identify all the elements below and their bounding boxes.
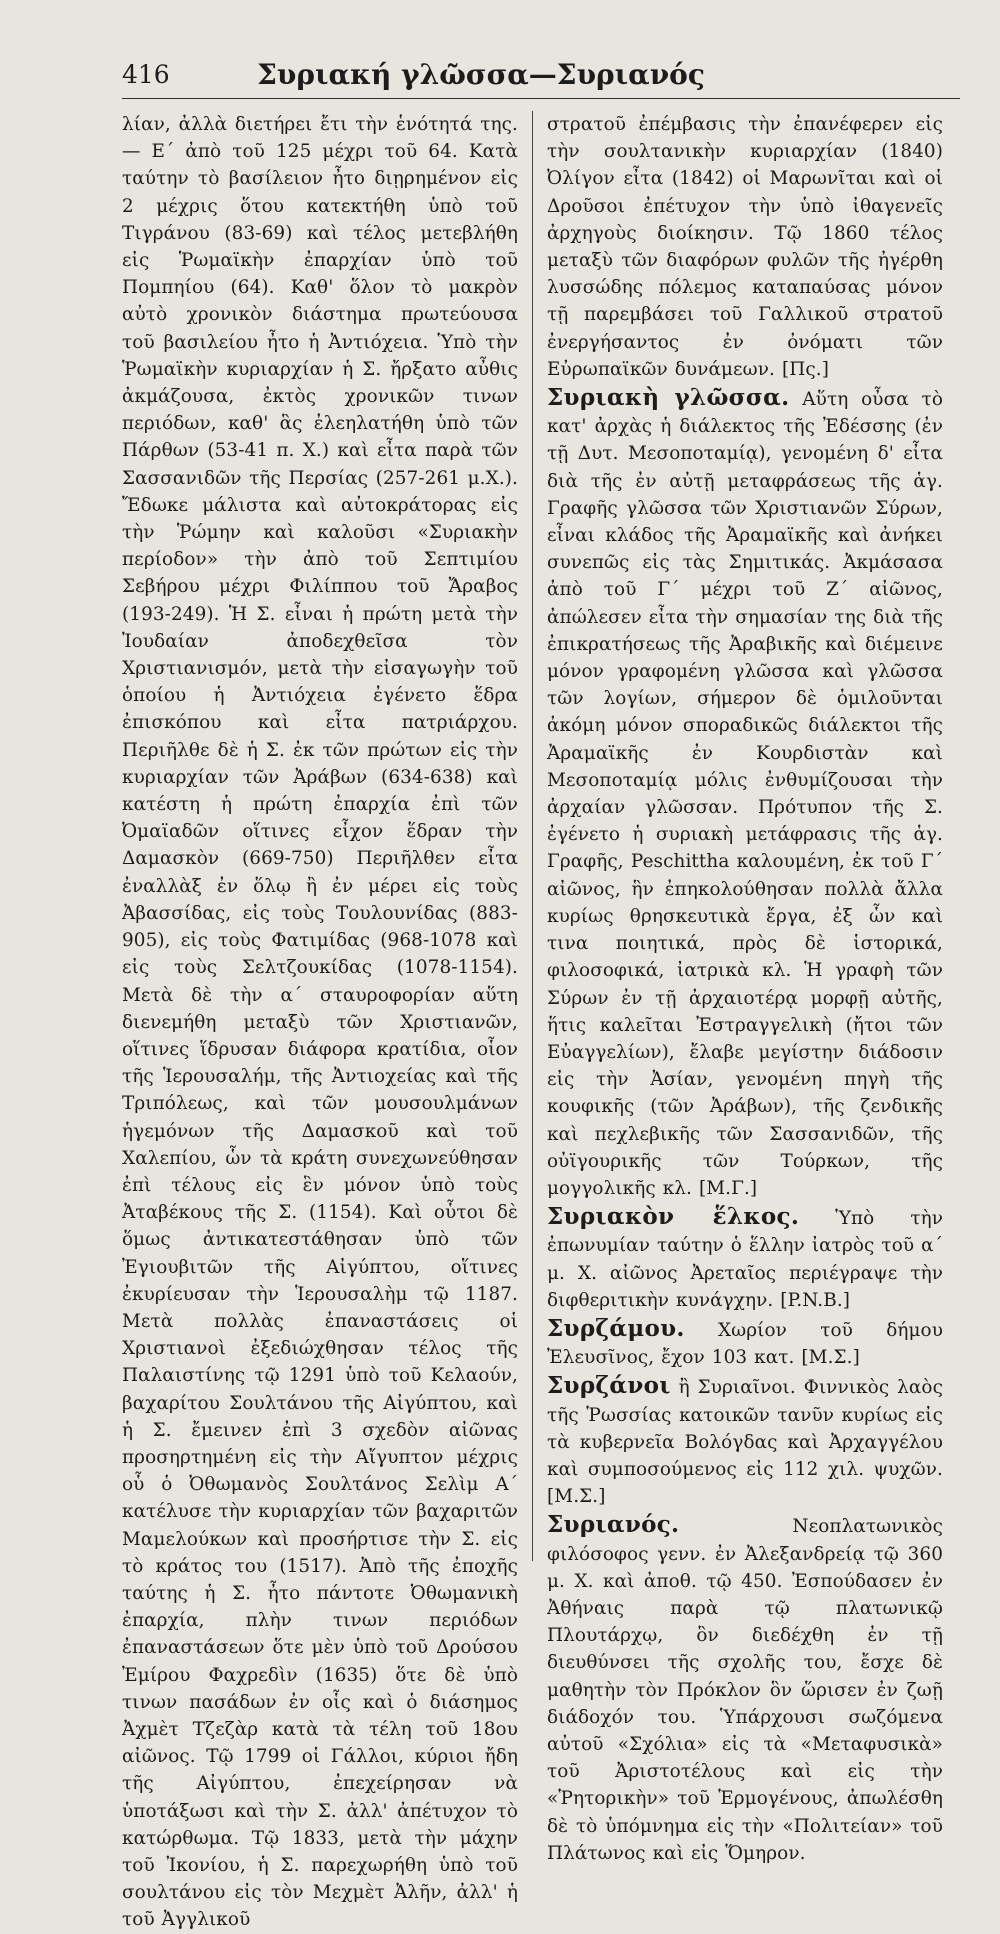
headword: Συριανός. [547, 1511, 680, 1539]
headword: Συριακὸν ἕλκος. [547, 1203, 800, 1231]
entry-syrzamou [547, 1315, 943, 1371]
running-head: Συριακή γλῶσσα—Συριανός [257, 58, 705, 91]
entry-syriakon-elkos [547, 1203, 943, 1314]
entry-text: Χωρίον τοῦ δήμου Ἐλευσῖνος, ἔχον 103 κατ. [Μ.Σ.] [547, 1319, 943, 1369]
headword: Συρζάνοι [547, 1372, 671, 1400]
entry-text: Ὑπὸ τὴν ἐπωνυμίαν ταύτην ὁ ἕλλην ἰατρὸς τοῦ α΄ μ. Χ. αἰῶνος Ἀρεταῖος περιέγραψε τὴν διφθεριτικὴν κυνάγχην. [P.N.B.] [547, 1208, 943, 1311]
entry-syrzanoi [547, 1372, 943, 1510]
left-column [122, 111, 532, 1931]
page-number: 416 [122, 60, 170, 89]
entry-text: Νεοπλατωνικὸς φιλόσοφος γενν. ἐν Ἀλεξανδρείᾳ τῷ 360 μ. Χ. καὶ ἀποθ. τῷ 450. Ἐσπούδασεν ἐν Ἀθήναις παρὰ τῷ πλατωνικῷ Πλουτάρχῳ, ὃν διεδέχθη ἐν τῇ διευθύνσει τῆς σχολῆς του, ἔσχε δὲ μαθητὴν τὸν Πρόκλον ὃν ὥρισεν ἐν ζωῇ διάδοχόν του. Ὑπάρχουσι σωζόμενα αὐτοῦ «Σχόλια» εἰς τὰ «Μεταφυσικὰ» τοῦ Ἀριστοτέλους καὶ εἰς τὴν «Ῥητορικὴν» τοῦ Ἑρμογένους, ἀπωλέσθη δὲ τὸ ὑπόμνημα εἰς τὴν «Πολιτείαν» τοῦ Πλάτωνος καὶ εἰς Ὅμηρον. [547, 1516, 943, 1864]
entry-syrianos [547, 1511, 943, 1867]
right-column [532, 111, 943, 1864]
headword: Συρζάμου. [547, 1314, 685, 1342]
page-header [122, 58, 960, 99]
entry-text: Αὕτη οὖσα τὸ κατ' ἀρχὰς ἡ διάλεκτος τῆς Ἐδέσσης (ἐν τῇ Δυτ. Μεσοποταμίᾳ), γενομένη δ' εἶτα διὰ τῆς ἐν αὐτῇ μεταφράσεως τῆς ἁγ. Γραφῆς γλῶσσα τῶν Χριστιανῶν Σύρων, εἶναι κλάδος τῆς Ἀραμαϊκῆς καὶ ἀνήκει συνεπῶς εἰς τὰς Σημιτικάς. Ἀκμάσασα ἀπὸ τοῦ Γ΄ μέχρι τοῦ Ζ΄ αἰῶνος, ἀπώλεσεν εἶτα τὴν σημασίαν της διὰ τῆς ἐπικρατήσεως τῆς Ἀραβικῆς καὶ διέμεινε μόνον γραφομένη γλῶσσα καὶ γλῶσσα τῶν λογίων, σήμερον δὲ ὁμιλοῦνται ἀκόμη μόνον σποραδικῶς διάλεκτοι τῆς Ἀραμαϊκῆς ἐν Κουρδιστὰν καὶ Μεσοποταμίᾳ μόλις ἐνθυμίζουσαι τὴν ἀρχαίαν γλῶσσαν. Πρότυπον τῆς Σ. ἐγένετο ἡ συριακὴ μετάφρασις τῆς ἁγ. Γραφῆς, Peschittha καλουμένη, ἐκ τοῦ Γ΄ αἰῶνος, ἣν ἐπηκολούθησαν πολλὰ ἄλλα κυρίως θρησκευτικὰ ἔργα, ἐξ ὧν καὶ τινα ποιητικά, πρὸς δὲ ἱστορικά, φιλοσοφικά, ἰατρικὰ κλ. Ἡ γραφὴ τῶν Σύρων ἐν τῇ ἀρχαιοτέρᾳ μορφῇ αὐτῆς, ἥτις καλεῖται Ἐστραγγελικὴ (ἤτοι τῶν Εὐαγγελίων), ἔλαβε μεγίστην διάδοσιν εἰς τὴν Ἀσίαν, γενομένη πηγὴ τῆς κουφικῆς (τῶν Ἀράβων), τῆς ζενδικῆς καὶ πεχλεβικῆς τῶν Σασσανιδῶν, τῆς οὐϊγουρικῆς τῶν Τούρκων, τῆς μογγολικῆς κλ. [Μ.Γ.] [547, 389, 943, 1199]
text-columns [122, 111, 960, 1931]
left-column-text: λίαν, ἀλλὰ διετήρει ἔτι τὴν ἑνότητά της. — Ε΄ ἀπὸ τοῦ 125 μέχρι τοῦ 64. Κατὰ ταύτην τὸ βασίλειον ἦτο διῃρημένον εἰς 2 μέχρις ὅτου κατεκτήθη ὑπὸ τοῦ Τιγράνου (83-69) καὶ τέλος μετεβλήθη εἰς Ῥωμαϊκὴν ἐπαρχίαν ὑπὸ τοῦ Πομπηίου (64). Καθ' ὅλον τὸ μακρὸν αὐτὸ χρονικὸν διάστημα πρωτεύουσα τοῦ βασιλείου ἦτο ἡ Ἀντιόχεια. Ὑπὸ τὴν Ῥωμαϊκὴν κυριαρχίαν ἡ Σ. ἤρξατο αὖθις ἀκμάζουσα, ἐκτὸς χρονικῶν τινων περιόδων, καθ' ἃς ἐλεηλατήθη ὑπὸ τῶν Πάρθων (53-41 π. Χ.) καὶ εἶτα παρὰ τῶν Σασσανιδῶν τῆς Περσίας (257-261 μ.Χ.). Ἔδωκε μάλιστα καὶ αὐτοκράτορας εἰς τὴν Ῥώμην καὶ καλοῦσι «Συριακὴν περίοδον» τὴν ἀπὸ τοῦ Σεπτιμίου Σεβήρου μέχρι Φιλίππου τοῦ Ἄραβος (193-249). Ἡ Σ. εἶναι ἡ πρώτη μετὰ τὴν Ἰουδαίαν ἀποδεχθεῖσα τὸν Χριστιανισμόν, μετὰ τὴν εἰσαγωγὴν τοῦ ὁποίου ἡ Ἀντιόχεια ἐγένετο ἕδρα ἐπισκόπου καὶ εἶτα πατριάρχου. Περιῆλθε δὲ ἡ Σ. ἐκ τῶν πρώτων εἰς τὴν κυριαρχίαν τῶν Ἀράβων (634-638) καὶ κατέστη ἡ πρώτη ἐπαρχία ἐπὶ τῶν Ὀμαϊαδῶν οἵτινες εἶχον ἕδραν τὴν Δαμασκὸν (669-750) Περιῆλθεν εἶτα ἐναλλὰξ ἐν ὅλῳ ἢ ἐν μέρει εἰς τοὺς Ἀβασσίδας, εἰς τοὺς Τουλουνίδας (883-905), εἰς τοὺς Φατιμίδας (968-1078 καὶ εἰς τοὺς Σελτζουκίδας (1078-1154). Μετὰ δὲ τὴν α΄ σταυροφορίαν αὕτη διενεμήθη μεταξὺ τῶν Χριστιανῶν, οἵτινες ἵδρυσαν διάφορα κρατίδια, οἷον τῆς Ἱερουσαλήμ, τῆς Ἀντιοχείας καὶ τῆς Τριπόλεως, καὶ τῶν μουσουλμάνων ἡγεμόνων τῆς Δαμασκοῦ καὶ τοῦ Χαλεπίου, ὧν τὰ κράτη συνεχωνεύθησαν ἐπὶ τέλους εἰς ἓν μόνον ὑπὸ τοὺς Ἀταβέκους τῆς Σ. (1154). Καὶ οὗτοι δὲ ὅμως ἀντικατεστάθησαν ὑπὸ τῶν Ἐγιουβιτῶν τῆς Αἰγύπτου, οἵτινες ἐκυρίευσαν τὴν Ἱερουσαλὴμ τῷ 1187. Μετὰ πολλὰς ἐπαναστάσεις οἱ Χριστιανοὶ ἐξεδιώχθησαν τέλος τῆς Παλαιστίνης τῷ 1291 ὑπὸ τοῦ Κελαούν, βαχαρίτου Σουλτάνου τῆς Αἰγύπτου, καὶ ἡ Σ. ἔμεινεν ἐπὶ 3 σχεδὸν αἰῶνας προσηρτημένη εἰς τὴν Αἴγυπτον μέχρις οὗ ὁ Ὀθωμανὸς Σουλτάνος Σελὶμ Α΄ κατέλυσε τὴν κυριαρχίαν τῶν βαχαριτῶν Μαμελούκων καὶ προσήρτισε τὴν Σ. εἰς τὸ κράτος του (1517). Ἀπὸ τῆς ἐποχῆς ταύτης ἡ Σ. ἦτο πάντοτε Ὀθωμανικὴ ἐπαρχία, πλὴν τινων περιόδων ἐπαναστάσεων ὅτε μὲν ὑπὸ τοῦ Δρούσου Ἐμίρου Φαχρεδὶν (1635) ὅτε δὲ ὑπὸ τινων πασάδων ἐν οἷς καὶ ὁ διάσημος Ἀχμὲτ Τζεζὰρ κατὰ τὰ τέλη τοῦ 18ου αἰῶνος. Τῷ 1799 οἱ Γάλλοι, κύριοι ἤδη τῆς Αἰγύπτου, ἐπεχείρησαν νὰ ὑποτάξωσι καὶ τὴν Σ. ἀλλ' ἀπέτυχον τὸ κατώρθωμα. Τῷ 1833, μετὰ τὴν μάχην τοῦ Ἰκονίου, ἡ Σ. παρεχωρήθη ὑπὸ τοῦ σουλτάνου εἰς τὸν Μεχμὲτ Ἀλῆν, ἀλλ' ἡ τοῦ Ἀγγλικοῦ [122, 114, 518, 1931]
right-column-intro: στρατοῦ ἐπέμβασις τὴν ἐπανέφερεν εἰς τὴν σουλτανικὴν κυριαρχίαν (1840) Ὀλίγον εἶτα (1842) οἱ Μαρωνῖται καὶ οἱ Δροῦσοι ἐπέτυχον τὴν ὑπὸ ἰθαγενεῖς ἀρχηγοὺς διοίκησιν. Τῷ 1860 τέλος μεταξὺ τῶν διαφόρων φυλῶν τῆς ἠγέρθη λυσσώδης πόλεμος καταπαύσας μόνον τῇ παρεμβάσει τοῦ Γαλλικοῦ στρατοῦ ἐνεργήσαντος ἐν ὀνόματι τῶν Εὐρωπαϊκῶν δυνάμεων. [Πς.] [547, 114, 943, 380]
entry-syriaki-glossa [547, 384, 943, 1202]
entry-text: ἢ Συριαῖνοι. Φιννικὸς λαὸς τῆς Ῥωσσίας κατοικῶν τανῦν κυρίως εἰς τὰ κυβερνεῖα Βολόγδας καὶ Ἀρχαγγέλου καὶ συμποσούμενος εἰς 112 χιλ. ψυχῶν. [Μ.Σ.] [547, 1377, 943, 1508]
headword: Συριακὴ γλῶσσα. [547, 384, 790, 412]
